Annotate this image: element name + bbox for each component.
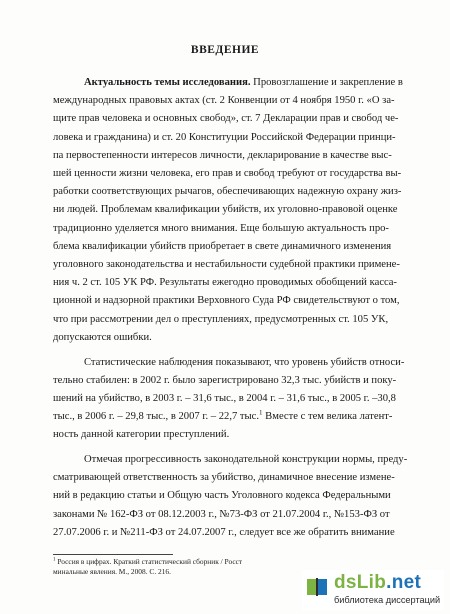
line-text: Статистические наблюдения показывают, что уровень убийств относи- xyxy=(84,356,405,368)
text-line xyxy=(53,185,413,199)
text-line xyxy=(84,453,413,467)
text-line xyxy=(53,240,413,254)
text-line xyxy=(53,428,413,442)
line-text: Отмечая прогрессивность законодательной конструкции нормы, преду- xyxy=(84,454,408,465)
line-text: ний в редакцию статьи и Общую часть Уголовного кодекса Федеральными xyxy=(53,490,391,502)
text-line xyxy=(53,294,413,308)
text-line xyxy=(53,471,413,485)
text-line xyxy=(53,331,413,345)
text-line xyxy=(53,94,413,108)
text-line xyxy=(53,222,413,236)
line-text: 27.07.2006 г. и №211-ФЗ от 24.07.2007 г., следует все же обратить внимание xyxy=(53,526,395,538)
text-line xyxy=(53,112,413,126)
text-line xyxy=(53,131,413,145)
text-line xyxy=(53,489,413,503)
text-line xyxy=(53,410,413,424)
footnote-text: Россия в цифрах. Краткий статистический сборник / Росст xyxy=(55,557,243,566)
watermark-brand xyxy=(334,572,421,594)
line-text: традиционно уделяется много внимания. Еще большую актуальность про- xyxy=(53,222,389,234)
line-text: тельно стабилен: в 2002 г. было зарегистрировано 32,3 тыс. убийств и поку- xyxy=(53,374,397,386)
text-line xyxy=(53,313,413,327)
line-text: международных правовых актах (ст. 2 Конвенции от 4 ноября 1950 г. «О за- xyxy=(53,95,395,107)
line-text-cont: Вместе с тем велика латент- xyxy=(262,411,393,423)
text-line xyxy=(53,526,413,540)
footnote-ref[interactable]: 1 xyxy=(259,410,263,417)
line-text: Провозглашение и закрепление в xyxy=(250,77,403,88)
book-icon xyxy=(304,574,330,600)
line-text: ни людей. Проблемам квалификации убийств, их уголовно-правовой оценке xyxy=(53,204,398,216)
line-text: сматривающей ответственность за убийство, динамичное внесение измене- xyxy=(53,472,395,484)
text-line xyxy=(53,276,413,290)
text-line xyxy=(53,374,413,388)
line-text: работки соответствующих рычагов, обеспечивающих надежную охрану жиз- xyxy=(53,186,402,198)
footnote-text: минальные явления. М., 2008. С. 216. xyxy=(53,567,171,576)
page-title: ВВЕДЕНИЕ xyxy=(190,44,260,56)
line-text: законами № 162-ФЗ от 08.12.2003 г., №73-ФЗ от 21.07.2004 г., №153-ФЗ от xyxy=(53,508,390,520)
line-text: ность данной категории преступлений. xyxy=(53,429,230,441)
line-text: уголовного законодательства и нестабильности судебной практики примене- xyxy=(53,259,400,270)
footnote xyxy=(53,557,242,567)
watermark-subtitle: библиотека диссертаций xyxy=(334,595,441,605)
footnote-number: 1 xyxy=(53,557,56,563)
section-heading: Актуальность темы исследования. xyxy=(84,77,251,88)
line-text: шений на убийство, в 2003 г. – 31,6 тыс., в 2004 г. – 31,6 тыс., в 2005 г. –30,8 xyxy=(53,392,396,404)
footnote xyxy=(53,567,171,577)
text-line xyxy=(53,258,413,272)
text-line xyxy=(53,508,413,522)
line-text: щите прав человека и основных свобод», ст. 7 Декларации прав и свобод че- xyxy=(53,113,399,125)
text-line xyxy=(84,356,413,370)
text-line xyxy=(53,392,413,406)
text-line xyxy=(53,149,413,163)
line-text: что при рассмотрении дел о преступлениях, предусмотренных ст. 105 УК, xyxy=(53,313,389,325)
line-text: допускаются ошибки. xyxy=(53,331,152,343)
text-line xyxy=(53,167,413,181)
watermark[interactable] xyxy=(302,570,444,610)
line-text: блема квалификации убийств приобретает в свете динамичного изменения xyxy=(53,240,392,252)
line-text: па первостепенности интересов личности, декларирование в качестве выс- xyxy=(53,149,392,161)
line-text: ния ч. 2 ст. 105 УК РФ. Результаты ежегодно проводимых обобщений кассa- xyxy=(53,277,397,289)
line-text: тыс., в 2006 г. – 29,8 тыс., в 2007 г. – 22,7 тыс. xyxy=(53,411,260,423)
line-text: ловека и гражданина) и ст. 20 Конституции Российской Федерации принци- xyxy=(53,131,396,143)
text-line xyxy=(84,76,413,90)
watermark-brand-part2: .net xyxy=(386,572,422,593)
text-line xyxy=(53,203,413,217)
line-text: шей ценности жизни человека, его прав и свобод требуют от государства вы- xyxy=(53,168,402,179)
line-text: ционной и надзорной практики Верховного Суда РФ свидетельствуют о том, xyxy=(53,295,400,307)
footnote-divider xyxy=(53,554,173,555)
watermark-brand-part1: dsLib xyxy=(334,572,387,593)
